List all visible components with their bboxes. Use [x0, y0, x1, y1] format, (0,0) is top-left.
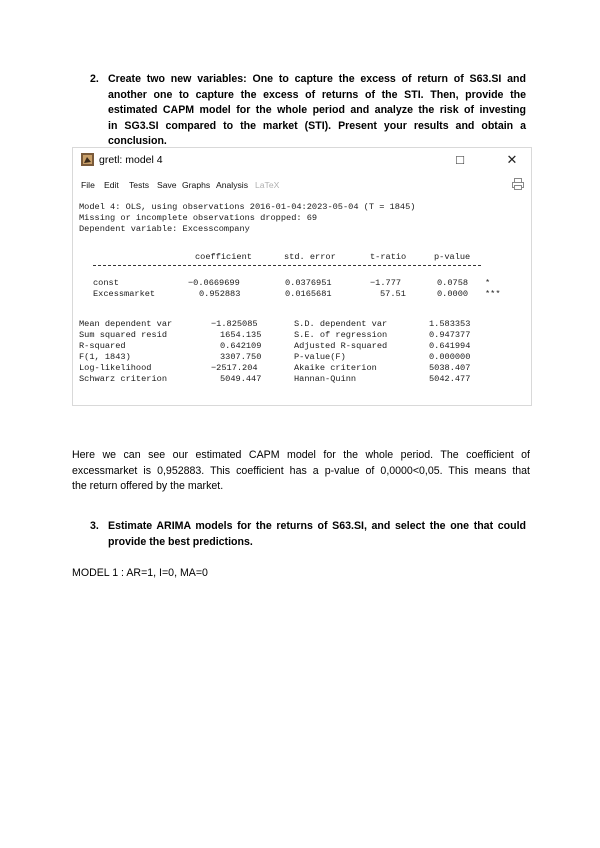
stat-value: 0.000000 — [429, 352, 471, 362]
output-header-line: Dependent variable: Excesscompany — [79, 224, 250, 234]
menu-save[interactable]: Save — [157, 180, 177, 190]
question-line: estimated CAPM model for the whole period and analyze the risk of investing — [108, 104, 526, 116]
stat-value: 5042.477 — [429, 374, 471, 384]
stat-label: Hannan-Quinn — [294, 374, 357, 384]
stat-value: 5038.407 — [429, 363, 471, 373]
print-icon[interactable] — [511, 177, 525, 191]
stat-label: F(1, 1843) — [79, 352, 131, 362]
stat-label: Akaike criterion — [294, 363, 377, 373]
menu-latex: LaTeX — [255, 180, 280, 190]
coef-row-stars: * — [485, 278, 491, 288]
stat-label: Adjusted R-squared — [294, 341, 388, 351]
analysis-paragraph — [72, 448, 530, 495]
coef-row-p: 0.0758 — [437, 278, 469, 288]
gretl-model-window — [72, 147, 532, 406]
stat-value: 3307.750 — [220, 352, 262, 362]
menu-bar — [73, 176, 531, 194]
menu-analysis[interactable]: Analysis — [216, 180, 248, 190]
coef-row-value: 0.952883 — [199, 289, 241, 299]
question-number: 3. — [90, 520, 99, 532]
paragraph-line: the return offered by the market. — [72, 480, 224, 493]
output-header-line: Model 4: OLS, using observations 2016-01-04:2023-05-04 (T = 1845) — [79, 202, 416, 212]
stat-value: −1.825085 — [211, 319, 258, 329]
question-line: Create two new variables: One to capture the excess of return of S63.SI and — [108, 73, 526, 85]
paragraph-line: Here we can see our estimated CAPM model for the whole period. The coefficient of — [72, 449, 530, 461]
question-line: Estimate ARIMA models for the returns of S63.SI, and select the one that could — [108, 520, 526, 532]
coef-row-se: 0.0376951 — [285, 278, 332, 288]
stat-value: −2517.204 — [211, 363, 258, 373]
paragraph-line: excessmarket is 0,952883. This coefficient has a p-value of 0,0000<0,05. This means that — [72, 464, 530, 477]
menu-graphs[interactable]: Graphs — [182, 180, 211, 190]
stat-value: 5049.447 — [220, 374, 262, 384]
question-line: conclusion. — [108, 135, 167, 147]
menu-tests[interactable]: Tests — [129, 180, 150, 190]
title-bar — [73, 148, 531, 172]
coef-row-se: 0.0165681 — [285, 289, 332, 299]
coef-row-name: Excessmarket — [93, 289, 156, 299]
column-header: coefficient — [195, 252, 252, 262]
stat-label: Mean dependent var — [79, 319, 173, 329]
stat-label: Sum squared resid — [79, 330, 167, 340]
coef-row-t: −1.777 — [370, 278, 402, 288]
question-line: provide the best predictions. — [108, 535, 253, 548]
question-line: in SG3.SI compared to the market (STI). Present your results and obtain a — [108, 119, 526, 132]
coef-row-name: const — [93, 278, 119, 288]
stat-value: 0.641994 — [429, 341, 471, 351]
question-line: another one to capture the excess of returns of the STI. Then, provide the — [108, 88, 526, 101]
stat-value: 0.947377 — [429, 330, 471, 340]
stat-label: S.D. dependent var — [294, 319, 388, 329]
stat-label: P-value(F) — [294, 352, 346, 362]
minimize-button[interactable]: □ — [456, 152, 464, 167]
question-3 — [90, 519, 526, 550]
stat-label: S.E. of regression — [294, 330, 388, 340]
stat-label: Schwarz criterion — [79, 374, 167, 384]
column-header: p-value — [434, 252, 471, 262]
stat-label: Log-likelihood — [79, 363, 152, 373]
stat-value: 0.642109 — [220, 341, 262, 351]
column-header: std. error — [284, 252, 336, 262]
coef-row-p: 0.0000 — [437, 289, 469, 299]
model-1-label: MODEL 1 : AR=1, I=0, MA=0 — [72, 567, 208, 579]
window-title: gretl: model 4 — [99, 154, 163, 166]
menu-file[interactable]: File — [81, 180, 95, 190]
stat-label: R-squared — [79, 341, 126, 351]
menu-edit[interactable]: Edit — [104, 180, 119, 190]
question-2 — [90, 72, 526, 150]
close-button[interactable]: ✕ — [506, 152, 518, 167]
coef-row-value: −0.0669699 — [188, 278, 240, 288]
gretl-app-icon — [81, 153, 94, 166]
stat-value: 1654.135 — [220, 330, 262, 340]
question-number: 2. — [90, 73, 99, 85]
coef-row-t: 57.51 — [380, 289, 406, 299]
output-header-line: Missing or incomplete observations dropped: 69 — [79, 213, 318, 223]
coef-row-stars: *** — [485, 289, 501, 299]
stat-value: 1.583353 — [429, 319, 471, 329]
table-divider — [93, 265, 481, 266]
column-header: t-ratio — [370, 252, 407, 262]
